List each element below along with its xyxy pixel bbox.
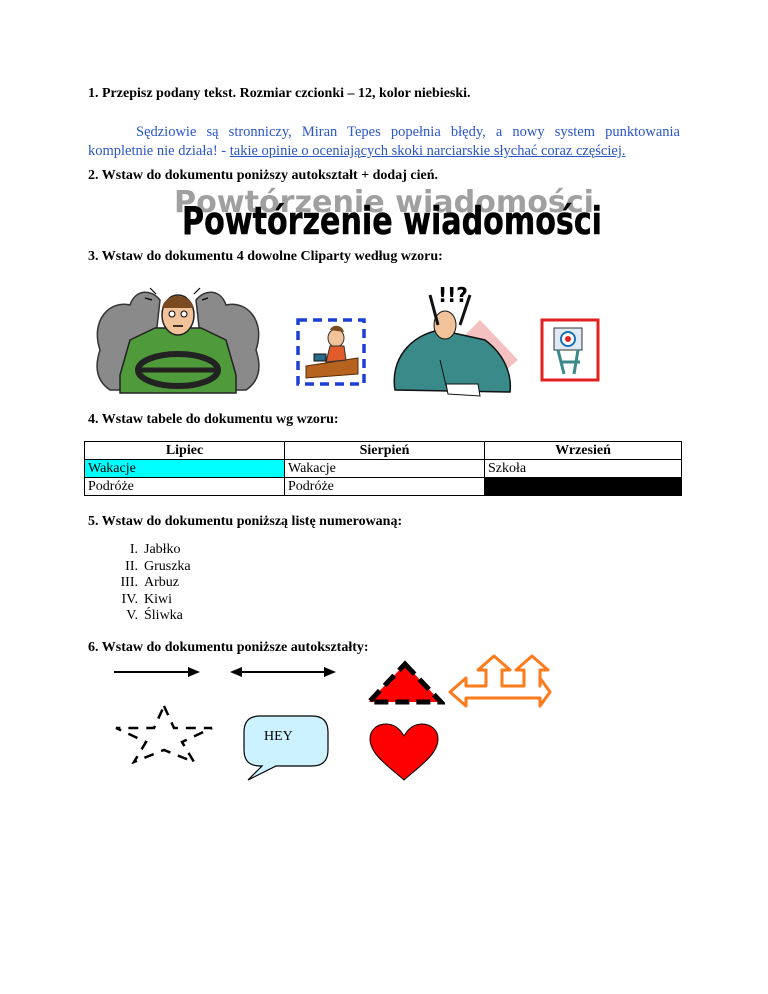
- list-numeral: IV.: [121, 591, 138, 607]
- list-item-text: Jabłko: [144, 542, 181, 557]
- stressed-businessman-clipart-icon: [390, 280, 522, 400]
- red-triangle-shape: [365, 660, 445, 706]
- section-3-heading: 3. Wstaw do dokumentu 4 dowolne Cliparty według wzoru:: [88, 249, 443, 264]
- table-cell-highlighted: Wakacje: [85, 460, 285, 478]
- list-item-text: Śliwka: [144, 608, 183, 623]
- table-cell: Podróże: [85, 478, 285, 496]
- list-numeral: II.: [125, 558, 138, 574]
- table-header-cell: Wrzesień: [485, 442, 682, 460]
- list-numeral: V.: [126, 608, 138, 623]
- list-numeral: I.: [129, 542, 138, 557]
- paragraph-text: Sędziowie są stronniczy, Miran Tepes popełnia błędy, a nowy system punktowania kompletnie nie działa! -: [88, 124, 680, 159]
- table-header-cell: Sierpień: [285, 442, 485, 460]
- section-2-heading: 2. Wstaw do dokumentu poniższy autokształt + dodaj cień.: [88, 168, 438, 183]
- red-heart-shape: [368, 722, 440, 782]
- wordart-shadow: Powtórzenie wiadomości: [174, 183, 594, 220]
- sample-table: [84, 441, 682, 496]
- callout-text: HEY: [264, 729, 293, 744]
- table-cell: Podróże: [285, 478, 485, 496]
- double-arrow-shape: [228, 664, 338, 680]
- dashed-star-shape: [112, 704, 216, 764]
- list-item: [112, 559, 191, 576]
- numbered-list: [112, 542, 191, 625]
- driver-clipart-icon: [90, 280, 266, 395]
- svg-text:!!?: !!?: [438, 283, 468, 307]
- sample-paragraph: [88, 123, 680, 161]
- table-header-row: [85, 442, 682, 460]
- section-4-heading: 4. Wstaw tabele do dokumentu wg wzoru:: [88, 412, 339, 427]
- list-item: [112, 608, 191, 625]
- list-item: [112, 542, 191, 559]
- table-cell: Wakacje: [285, 460, 485, 478]
- target-man-clipart-icon: [540, 318, 600, 382]
- list-item: [112, 592, 191, 609]
- telephone-office-clipart-icon: [296, 318, 368, 386]
- list-item-text: Kiwi: [144, 591, 172, 607]
- section-5-heading: 5. Wstaw do dokumentu poniższą listę numerowaną:: [88, 514, 403, 529]
- table-row: [85, 478, 682, 496]
- table-cell-black: [485, 478, 682, 496]
- table-header-cell: Lipiec: [85, 442, 285, 460]
- list-numeral: III.: [120, 575, 138, 590]
- table-cell: Szkoła: [485, 460, 682, 478]
- list-item-text: Arbuz: [144, 575, 179, 590]
- list-item-text: Gruszka: [144, 558, 191, 574]
- right-arrow-shape: [112, 664, 202, 680]
- section-6-heading: 6. Wstaw do dokumentu poniższe autokształty:: [88, 640, 369, 655]
- list-item: [112, 575, 191, 592]
- wordart-text: Powtórzenie wiadomości: [182, 199, 602, 243]
- wordart-title: [160, 178, 620, 244]
- orange-multi-arrow-shape: [448, 652, 552, 718]
- table-row: [85, 460, 682, 478]
- paragraph-underlined-text: takie opinie o oceniających skoki narciarskie słychać coraz częściej.: [229, 143, 626, 159]
- speech-bubble-shape: [240, 712, 332, 782]
- section-1-heading: 1. Przepisz podany tekst. Rozmiar czcionki – 12, kolor niebieski.: [88, 86, 471, 101]
